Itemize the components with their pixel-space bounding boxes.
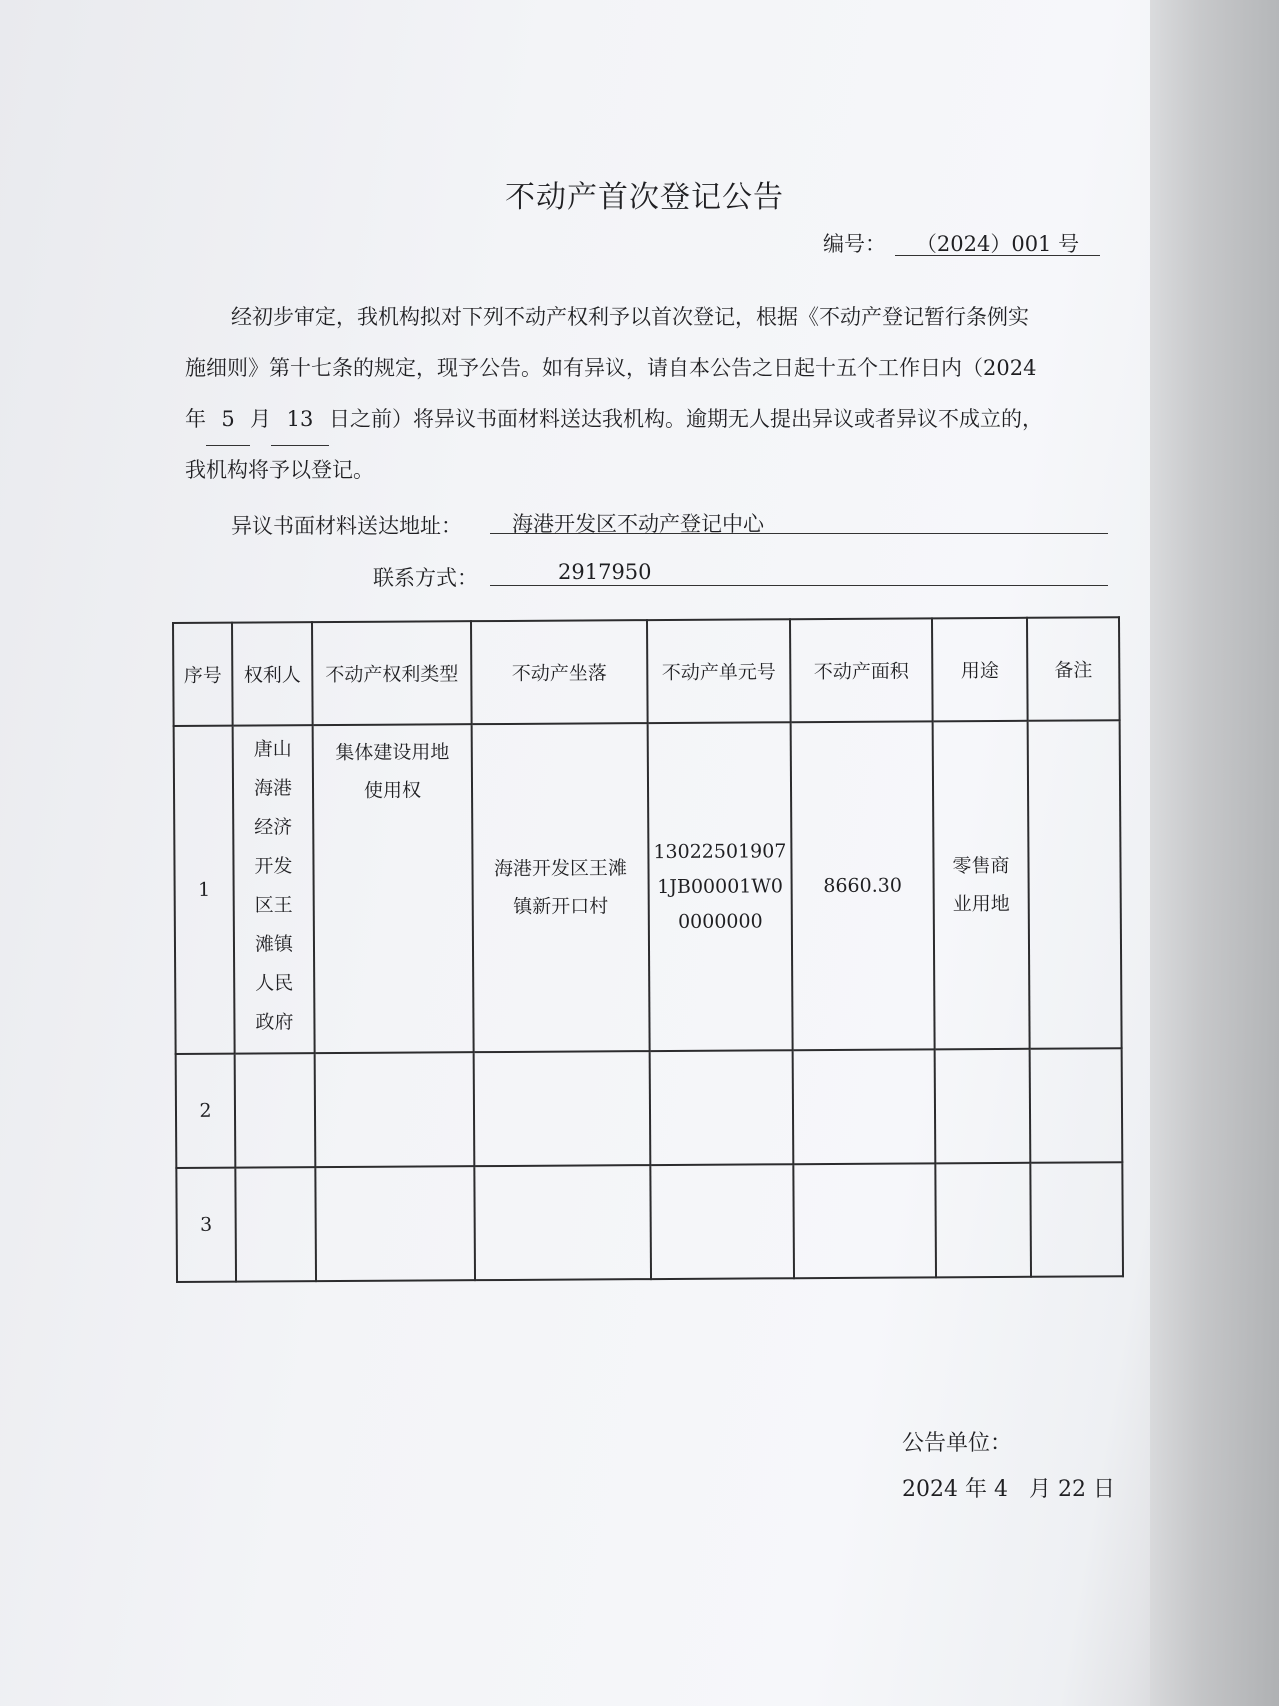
paragraph-line3-rest: 日之前）将异议书面材料送达我机构。逾期无人提出异议或者异议不成立的， — [329, 407, 1043, 431]
holder-line: 政府 — [255, 1011, 294, 1034]
area-cell: 8660.30 — [791, 721, 935, 1050]
holder-line: 区王 — [254, 894, 293, 917]
paper-stack-edge — [1150, 0, 1279, 1706]
right-type-cell — [315, 1052, 475, 1167]
unit-number-line: 0000000 — [677, 909, 763, 933]
issue-year-suffix: 年 — [965, 1477, 988, 1502]
location-cell — [474, 1051, 651, 1166]
area-cell — [793, 1163, 936, 1278]
notice-number-value: （2024）001 号 — [895, 228, 1100, 256]
row-no: 2 — [176, 1054, 236, 1168]
location-line: 镇新开口村 — [513, 895, 609, 918]
unit-number-line: 13022501907 — [653, 839, 787, 863]
table-row — [176, 1048, 1123, 1168]
issue-year: 2024 — [902, 1477, 958, 1502]
area-cell — [793, 1049, 936, 1164]
remark-cell — [1030, 1162, 1123, 1277]
right-type-cell — [315, 1166, 475, 1281]
deadline-day: 13 — [271, 394, 329, 446]
issue-day-suffix: 日 — [1093, 1477, 1116, 1502]
deadline-month-suffix: 月 — [250, 407, 271, 431]
unit-number-line: 1JB00001W0 — [657, 874, 784, 898]
issue-day: 22 — [1058, 1477, 1087, 1502]
use-line: 零售商 — [952, 854, 1010, 878]
location-line: 海港开发区王滩 — [493, 857, 628, 881]
use-cell — [933, 721, 1030, 1050]
issue-month-suffix: 月 — [1029, 1477, 1052, 1502]
deadline-year-suffix: 年 — [185, 407, 206, 431]
use-line: 业用地 — [952, 892, 1010, 916]
notice-number-label: 编号： — [823, 232, 886, 256]
remark-cell — [1028, 720, 1122, 1049]
holder-line: 唐山 — [253, 738, 292, 761]
right-type-line: 使用权 — [363, 779, 422, 802]
registration-table — [172, 616, 1124, 1283]
table-row — [176, 1162, 1123, 1282]
location-cell — [474, 1165, 651, 1280]
row-no: 3 — [176, 1168, 236, 1282]
holder-line: 海港 — [253, 777, 293, 800]
unit-number-cell — [650, 1164, 794, 1279]
header-unit-number: 不动产单元号 — [647, 619, 791, 723]
notice-paragraph-line1: 经初步审定，我机构拟对下列不动产权利予以首次登记，根据《不动产登记暂行条例实 — [231, 305, 1029, 329]
header-use: 用途 — [932, 618, 1028, 722]
issue-date — [902, 1472, 1115, 1503]
holder-line: 滩镇 — [254, 933, 294, 956]
issue-month: 4 — [994, 1477, 1009, 1502]
address-label: 异议书面材料送达地址： — [231, 514, 462, 538]
use-cell — [935, 1049, 1031, 1164]
header-remark: 备注 — [1027, 617, 1120, 721]
notice-title: 不动产首次登记公告 — [505, 180, 784, 215]
notice-paragraph-line4: 我机构将予以登记。 — [185, 458, 374, 482]
issuing-unit-label: 公告单位： — [902, 1431, 1013, 1456]
unit-number-cell — [650, 1050, 794, 1165]
notice-paragraph-line2: 施细则》第十七条的规定，现予公告。如有异议，请自本公告之日起十五个工作日内（2024 — [185, 356, 1037, 380]
remark-cell — [1030, 1048, 1123, 1163]
holder-line: 开发 — [254, 855, 293, 878]
use-cell — [935, 1163, 1031, 1278]
right-type-cell — [313, 724, 474, 1053]
holder-line: 经济 — [254, 816, 293, 839]
notice-paragraph-line3 — [185, 394, 1043, 446]
table-header-row — [173, 617, 1120, 726]
deadline-month: 5 — [206, 394, 250, 446]
table-row — [174, 720, 1122, 1054]
header-no: 序号 — [173, 623, 233, 726]
contact-label: 联系方式： — [373, 566, 478, 590]
header-holder: 权利人 — [232, 622, 313, 725]
location-cell — [472, 723, 650, 1052]
header-location: 不动产坐落 — [471, 620, 648, 724]
address-value: 海港开发区不动产登记中心 — [490, 508, 1108, 534]
row-no: 1 — [174, 726, 235, 1054]
unit-number-cell — [648, 722, 793, 1051]
holder-line: 人民 — [255, 972, 294, 995]
holder-cell — [235, 1053, 316, 1167]
header-area: 不动产面积 — [790, 618, 933, 722]
right-type-line: 集体建设用地 — [335, 741, 450, 765]
holder-cell — [233, 725, 315, 1053]
holder-cell — [235, 1167, 316, 1281]
contact-value: 2917950 — [490, 560, 1108, 586]
header-right-type: 不动产权利类型 — [312, 621, 472, 725]
